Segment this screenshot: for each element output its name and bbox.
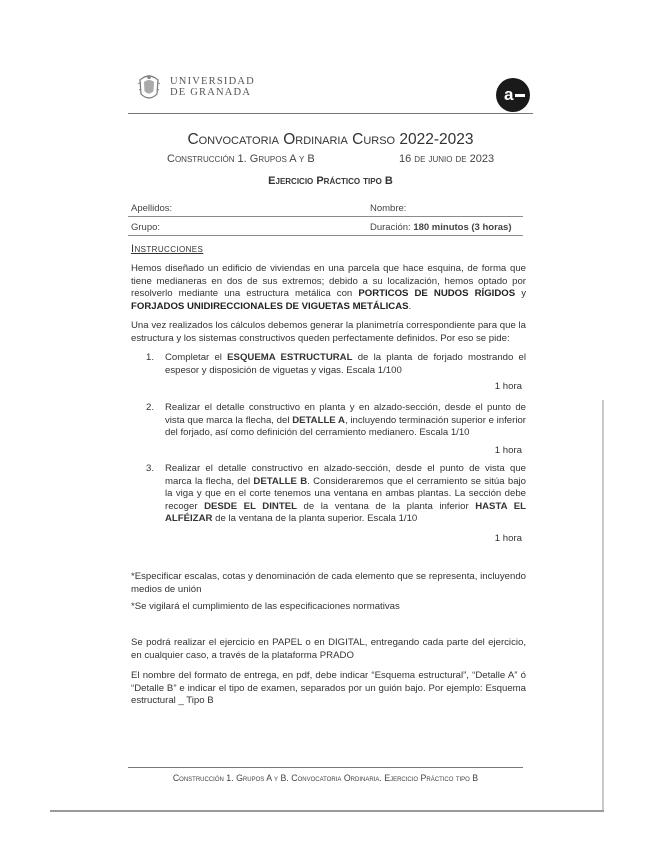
- university-crest-icon: [136, 72, 162, 102]
- intro-paragraph-1: [131, 263, 526, 313]
- document-header: [128, 72, 533, 116]
- form-divider-2: [128, 235, 523, 236]
- list-item-bold: HASTA EL ALFÉIZAR: [165, 500, 526, 525]
- list-item-1: [165, 352, 526, 377]
- page-title: Convocatoria Ordinaria Curso 2022-2023: [187, 131, 474, 148]
- list-item-text: . Consideraremos que el cerramiento se sitúa bajo la viga y que en el corte tenemos una ventana en ambas plantas. La sección debe recoger: [165, 475, 527, 512]
- intro-bold-porticos: PORTICOS DE NUDOS RÍGIDOS: [358, 288, 516, 300]
- delivery-paragraph-2: El nombre del formato de entrega, en pdf, debe indicar “Esquema estructural”, “Detalle A” ó “Detalle B” e indicar el tipo de examen, separados por un guión bajo. Por ejemplo: Esquema estructural _ Tipo B: [131, 670, 526, 707]
- note-regulations: *Se vigilará el cumplimiento de las especificaciones normativas: [131, 601, 400, 612]
- university-name-line1: UNIVERSIDAD: [170, 76, 255, 87]
- item-2-hours: 1 hora: [494, 445, 522, 456]
- intro-text: Hemos diseñado un edificio de viviendas en una parcela que hace esquina, de forma que tiene medianeras en dos de sus extremos; debido a su localización, hemos optado por resolverlo mediante una estructura metálica con: [131, 263, 526, 300]
- list-item-text: de la ventana de la planta inferior: [303, 500, 469, 512]
- form-divider-1: [128, 216, 523, 217]
- list-item-number: 2.: [146, 402, 155, 413]
- list-item-text: de la ventana de la planta superior. Escala 1/10: [215, 513, 418, 525]
- surname-label: Apellidos:: [131, 203, 173, 214]
- list-item-text: Completar el: [165, 352, 222, 363]
- item-3-hours: 1 hora: [494, 533, 522, 544]
- brand-logo: [496, 78, 530, 112]
- item-1-hours: 1 hora: [494, 381, 522, 392]
- list-item-number: 3.: [146, 463, 155, 474]
- intro-bold-forjados: FORJADOS UNIDIRECCIONALES DE VIGUETAS METÁLICAS: [131, 300, 409, 312]
- brand-logo-letter: a: [504, 85, 514, 104]
- group-label: Grupo:: [131, 222, 161, 233]
- list-item-text: de la planta de forjado mostrando el espesor y disposición de viguetas y vigas. Escala 1/100: [165, 352, 527, 376]
- name-label: Nombre:: [370, 203, 407, 214]
- duration-label: Duración:: [370, 222, 411, 233]
- delivery-paragraph-1: Se podrá realizar el ejercicio en PAPEL o en DIGITAL, entregando cada parte del ejercicio, en cualquier caso, a través de la plataforma PRADO: [131, 637, 526, 661]
- page-edge-shadow: [602, 400, 604, 810]
- note-scales: *Especificar escalas, cotas y denominación de cada elemento que se representa, incluyendo medios de unión: [131, 571, 526, 595]
- intro-text-end: .: [408, 300, 412, 312]
- list-item-bold: DESDE EL DINTEL: [204, 500, 297, 512]
- instructions-heading: Instrucciones: [131, 243, 204, 255]
- page-footer: Construcción 1. Grupos A y B. Convocatoria Ordinaria. Ejercicio Práctico tipo B: [172, 773, 479, 783]
- footer-divider: [128, 767, 523, 768]
- list-item-bold: DETALLE A: [292, 414, 345, 426]
- university-name: [170, 76, 255, 98]
- intro-text-and: y: [521, 288, 526, 300]
- list-item-text: , incluyendo terminación superior e inferior del forjado, así como definición del cerramiento medianero. Escala 1/10: [165, 414, 526, 439]
- exercise-title: Ejercicio Práctico tipo B: [268, 175, 393, 187]
- list-item-text: Realizar el detalle constructivo en planta y en alzado-sección, desde el punto de vista que marca la flecha, del: [165, 402, 526, 426]
- course-subtitle: Construcción 1. Grupos A y B: [167, 153, 315, 165]
- duration-value: 180 minutos (3 horas): [413, 222, 512, 233]
- list-item-text: Realizar el detalle constructivo en alzado-sección, desde el punto de vista que marca la flecha, del: [165, 463, 526, 487]
- list-item-bold: DETALLE B: [253, 475, 308, 487]
- page-edge-shadow-bottom: [50, 810, 604, 812]
- header-divider: [128, 113, 533, 114]
- brand-logo-dash: [515, 94, 525, 97]
- university-name-line2: DE GRANADA: [170, 87, 252, 98]
- intro-paragraph-2: Una vez realizados los cálculos debemos generar la planimetría correspondiente para que la estructura y los sistemas constructivos queden perfectamente definidos. Por eso se pide:: [131, 320, 526, 344]
- list-item-2: [165, 402, 526, 440]
- duration-field: [370, 222, 512, 233]
- list-item-bold: ESQUEMA ESTRUCTURAL: [227, 352, 353, 363]
- list-item-number: 1.: [146, 352, 155, 363]
- exam-date: 16 de junio de 2023: [399, 153, 495, 165]
- list-item-3: [165, 463, 526, 526]
